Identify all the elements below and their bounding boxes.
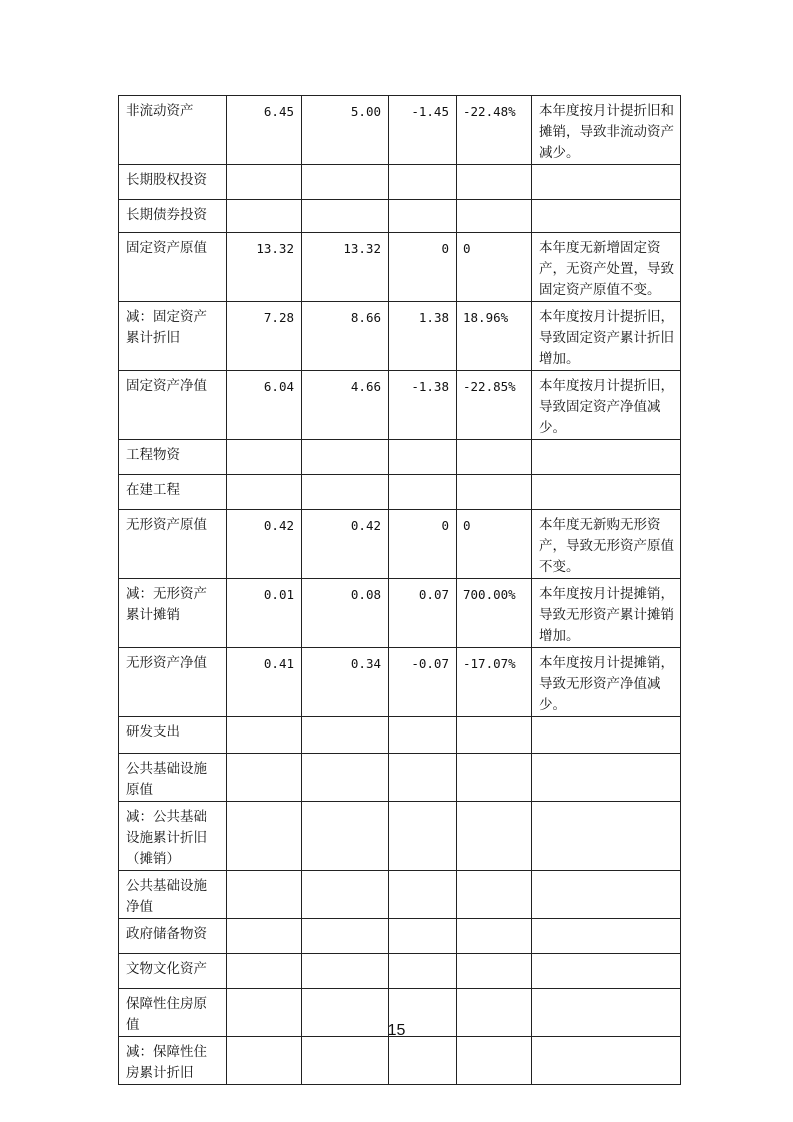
item-cell: 减：保障性住房累计折旧 bbox=[119, 1037, 227, 1085]
curr-year-cell bbox=[302, 1037, 389, 1085]
change-rate-cell bbox=[457, 717, 532, 754]
note-cell bbox=[532, 440, 681, 475]
prev-year-cell bbox=[227, 717, 302, 754]
item-cell: 无形资产原值 bbox=[119, 510, 227, 579]
change-cell: -0.07 bbox=[389, 648, 457, 717]
page-number: 15 bbox=[387, 1022, 406, 1039]
change-rate-cell bbox=[457, 165, 532, 200]
change-cell bbox=[389, 871, 457, 919]
item-cell: 非流动资产 bbox=[119, 96, 227, 165]
item-cell: 减：公共基础设施累计折旧（摊销） bbox=[119, 802, 227, 871]
change-rate-cell: -17.07% bbox=[457, 648, 532, 717]
change-cell: 1.38 bbox=[389, 302, 457, 371]
prev-year-cell bbox=[227, 475, 302, 510]
curr-year-cell: 13.32 bbox=[302, 233, 389, 302]
prev-year-cell bbox=[227, 802, 302, 871]
prev-year-cell bbox=[227, 440, 302, 475]
prev-year-cell bbox=[227, 754, 302, 802]
change-rate-cell bbox=[457, 954, 532, 989]
curr-year-cell bbox=[302, 802, 389, 871]
item-cell: 文物文化资产 bbox=[119, 954, 227, 989]
note-cell: 本年度按月计提折旧和摊销，导致非流动资产减少。 bbox=[532, 96, 681, 165]
change-rate-cell: 0 bbox=[457, 233, 532, 302]
note-cell bbox=[532, 165, 681, 200]
change-cell: 0 bbox=[389, 510, 457, 579]
table-row bbox=[119, 371, 681, 440]
item-cell: 公共基础设施原值 bbox=[119, 754, 227, 802]
curr-year-cell bbox=[302, 475, 389, 510]
table-row bbox=[119, 165, 681, 200]
change-cell: -1.45 bbox=[389, 96, 457, 165]
item-cell: 保障性住房原值 bbox=[119, 989, 227, 1037]
prev-year-cell bbox=[227, 165, 302, 200]
note-cell bbox=[532, 717, 681, 754]
change-rate-cell: 18.96% bbox=[457, 302, 532, 371]
change-cell: 0 bbox=[389, 233, 457, 302]
change-cell bbox=[389, 717, 457, 754]
table-row bbox=[119, 200, 681, 233]
note-cell bbox=[532, 954, 681, 989]
item-cell: 固定资产原值 bbox=[119, 233, 227, 302]
table-row bbox=[119, 440, 681, 475]
note-cell bbox=[532, 475, 681, 510]
note-cell bbox=[532, 754, 681, 802]
curr-year-cell: 5.00 bbox=[302, 96, 389, 165]
item-cell: 工程物资 bbox=[119, 440, 227, 475]
change-rate-cell bbox=[457, 802, 532, 871]
table-row bbox=[119, 648, 681, 717]
note-cell bbox=[532, 802, 681, 871]
curr-year-cell bbox=[302, 871, 389, 919]
note-cell: 本年度无新增固定资产，无资产处置，导致固定资产原值不变。 bbox=[532, 233, 681, 302]
table-row bbox=[119, 754, 681, 802]
item-cell: 研发支出 bbox=[119, 717, 227, 754]
curr-year-cell: 8.66 bbox=[302, 302, 389, 371]
change-rate-cell bbox=[457, 754, 532, 802]
table-row bbox=[119, 802, 681, 871]
table-row bbox=[119, 1037, 681, 1085]
item-cell: 公共基础设施净值 bbox=[119, 871, 227, 919]
item-cell: 政府储备物资 bbox=[119, 919, 227, 954]
prev-year-cell bbox=[227, 200, 302, 233]
curr-year-cell: 0.08 bbox=[302, 579, 389, 648]
change-cell bbox=[389, 919, 457, 954]
table-row bbox=[119, 717, 681, 754]
note-cell bbox=[532, 1037, 681, 1085]
change-rate-cell bbox=[457, 440, 532, 475]
item-cell: 减：固定资产累计折旧 bbox=[119, 302, 227, 371]
change-rate-cell: 0 bbox=[457, 510, 532, 579]
note-cell bbox=[532, 200, 681, 233]
asset-table bbox=[118, 95, 681, 1085]
curr-year-cell: 0.34 bbox=[302, 648, 389, 717]
change-rate-cell bbox=[457, 919, 532, 954]
note-cell: 本年度按月计提摊销，导致无形资产净值减少。 bbox=[532, 648, 681, 717]
change-cell bbox=[389, 1037, 457, 1085]
change-rate-cell bbox=[457, 475, 532, 510]
curr-year-cell bbox=[302, 440, 389, 475]
curr-year-cell bbox=[302, 754, 389, 802]
change-rate-cell bbox=[457, 1037, 532, 1085]
change-cell: 0.07 bbox=[389, 579, 457, 648]
change-cell bbox=[389, 754, 457, 802]
item-cell: 固定资产净值 bbox=[119, 371, 227, 440]
change-rate-cell: 700.00% bbox=[457, 579, 532, 648]
curr-year-cell: 4.66 bbox=[302, 371, 389, 440]
prev-year-cell bbox=[227, 1037, 302, 1085]
prev-year-cell: 0.42 bbox=[227, 510, 302, 579]
prev-year-cell: 13.32 bbox=[227, 233, 302, 302]
change-rate-cell bbox=[457, 200, 532, 233]
note-cell bbox=[532, 919, 681, 954]
change-cell bbox=[389, 165, 457, 200]
prev-year-cell: 0.41 bbox=[227, 648, 302, 717]
change-cell bbox=[389, 802, 457, 871]
note-cell bbox=[532, 871, 681, 919]
change-cell bbox=[389, 954, 457, 989]
curr-year-cell: 0.42 bbox=[302, 510, 389, 579]
item-cell: 减：无形资产累计摊销 bbox=[119, 579, 227, 648]
change-cell bbox=[389, 475, 457, 510]
change-cell: -1.38 bbox=[389, 371, 457, 440]
curr-year-cell bbox=[302, 200, 389, 233]
change-cell bbox=[389, 200, 457, 233]
change-rate-cell: -22.85% bbox=[457, 371, 532, 440]
prev-year-cell bbox=[227, 919, 302, 954]
table-row bbox=[119, 475, 681, 510]
note-cell: 本年度无新购无形资产，导致无形资产原值不变。 bbox=[532, 510, 681, 579]
item-cell: 无形资产净值 bbox=[119, 648, 227, 717]
change-rate-cell: -22.48% bbox=[457, 96, 532, 165]
prev-year-cell bbox=[227, 871, 302, 919]
change-rate-cell bbox=[457, 871, 532, 919]
item-cell: 长期股权投资 bbox=[119, 165, 227, 200]
table-row bbox=[119, 919, 681, 954]
table-row bbox=[119, 510, 681, 579]
item-cell: 在建工程 bbox=[119, 475, 227, 510]
curr-year-cell bbox=[302, 165, 389, 200]
item-cell: 长期债券投资 bbox=[119, 200, 227, 233]
curr-year-cell bbox=[302, 717, 389, 754]
prev-year-cell: 6.04 bbox=[227, 371, 302, 440]
table-row bbox=[119, 302, 681, 371]
note-cell: 本年度按月计提摊销，导致无形资产累计摊销增加。 bbox=[532, 579, 681, 648]
prev-year-cell: 6.45 bbox=[227, 96, 302, 165]
curr-year-cell bbox=[302, 954, 389, 989]
change-cell bbox=[389, 440, 457, 475]
prev-year-cell: 0.01 bbox=[227, 579, 302, 648]
note-cell: 本年度按月计提折旧，导致固定资产净值减少。 bbox=[532, 371, 681, 440]
prev-year-cell: 7.28 bbox=[227, 302, 302, 371]
table-row bbox=[119, 233, 681, 302]
table-row bbox=[119, 954, 681, 989]
prev-year-cell bbox=[227, 954, 302, 989]
table-row bbox=[119, 579, 681, 648]
table-row bbox=[119, 871, 681, 919]
note-cell: 本年度按月计提折旧，导致固定资产累计折旧增加。 bbox=[532, 302, 681, 371]
curr-year-cell bbox=[302, 919, 389, 954]
table-row bbox=[119, 96, 681, 165]
